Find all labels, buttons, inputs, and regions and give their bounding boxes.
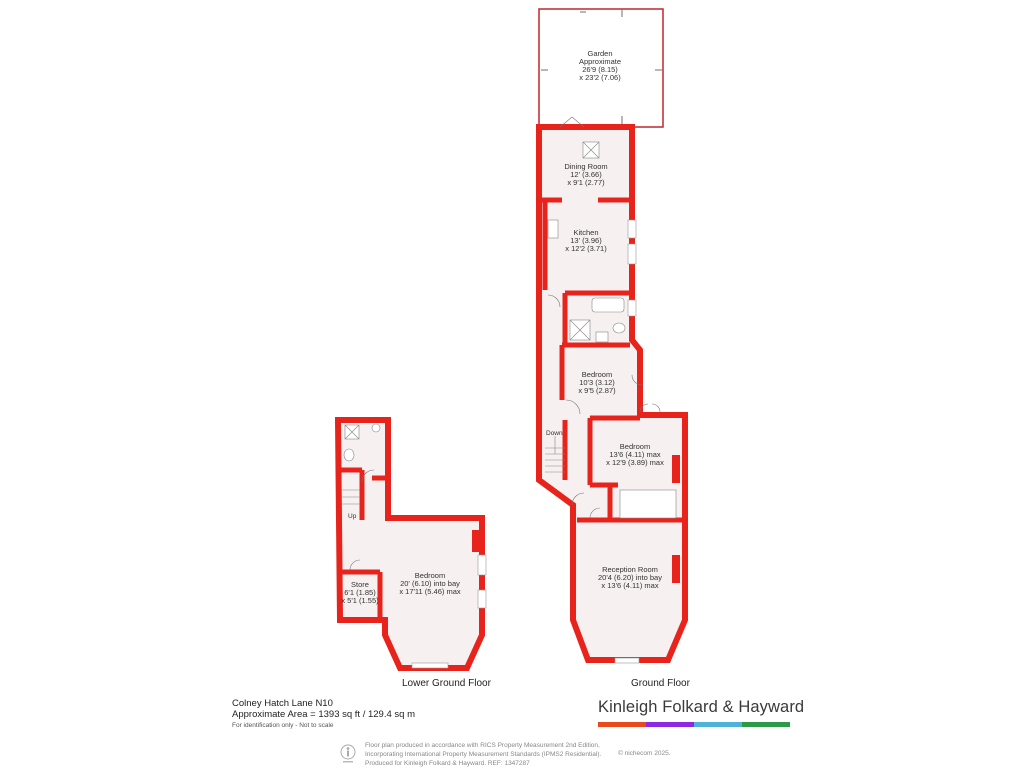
footer-line2: Incorporating International Property Measurement Standards (IPMS2 Residential). — [365, 751, 602, 758]
store-dim1: 6'1 (1.85) — [344, 588, 376, 597]
footer-text — [365, 741, 601, 768]
reception-room-name: Reception Room — [602, 565, 658, 574]
stairs-up-label: Up — [348, 513, 357, 520]
footer-copyright: © nichecom 2025. — [618, 750, 671, 757]
garden-dim2: x 23'2 (7.06) — [579, 73, 621, 82]
property-address: Colney Hatch Lane N10 — [232, 698, 333, 709]
store-label — [341, 581, 379, 605]
reception-room-dim2: x 13'6 (4.11) max — [601, 581, 659, 590]
bedroom-ground-dim2: x 12'9 (3.89) max — [606, 458, 664, 467]
bedroom-lower-dim1: 20' (6.10) into bay — [400, 579, 460, 588]
stairs-down-label: Down — [546, 430, 563, 437]
bedroom-lower-label — [390, 572, 470, 596]
dining-room-name: Dining Room — [564, 162, 608, 171]
garden-name: Garden — [587, 49, 613, 58]
footer-line3: Produced for Kinleigh Folkard & Hayward. REF: 1347287 — [365, 760, 530, 767]
kitchen-label — [550, 229, 622, 253]
bedroom-ground-label — [595, 443, 675, 467]
store-dim2: x 5'1 (1.55) — [341, 596, 379, 605]
dining-room-label — [550, 163, 622, 187]
bedroom-upper-name: Bedroom — [581, 370, 613, 379]
ground-floor-title: Ground Floor — [631, 678, 690, 689]
bedroom-upper-label — [562, 371, 632, 395]
bedroom-lower-name: Bedroom — [414, 571, 446, 580]
lower-ground-floor-plan — [338, 420, 486, 668]
bedroom-ground-dim1: 13'6 (4.11) max — [609, 450, 661, 459]
dining-room-dim2: x 9'1 (2.77) — [567, 178, 605, 187]
garden-label — [560, 50, 640, 82]
store-name: Store — [351, 580, 369, 589]
lower-floor-outer-wall — [338, 420, 482, 668]
identification-note: For identification only - Not to scale — [232, 722, 334, 729]
nichecom-logo-icon — [340, 743, 356, 765]
lower-floor-chimney-breast — [472, 530, 480, 552]
reception-room-label — [588, 566, 672, 590]
approximate-area: Approximate Area = 1393 sq ft / 129.4 sq m — [232, 709, 415, 720]
bedroom-upper-dim2: x 9'5 (2.87) — [578, 386, 616, 395]
kitchen-name: Kitchen — [573, 228, 599, 237]
brand-bar-green — [742, 722, 790, 727]
brand-name: Kinleigh Folkard & Hayward — [598, 698, 805, 716]
brand-bar-blue — [694, 722, 742, 727]
kitchen-dim2: x 12'2 (3.71) — [565, 244, 607, 253]
bedroom-upper-dim1: 10'3 (3.12) — [579, 378, 615, 387]
kitchen-dim1: 13' (3.96) — [570, 236, 602, 245]
brand-bar-orange — [598, 722, 646, 727]
dining-room-dim1: 12' (3.66) — [570, 170, 602, 179]
bedroom-lower-dim2: x 17'11 (5.46) max — [399, 587, 461, 596]
garden-dim1: 26'9 (8.15) — [582, 65, 618, 74]
garden-line2: Approximate — [578, 57, 622, 66]
footer-line1: Floor plan produced in accordance with RICS Property Measurement 2nd Edition, — [365, 742, 600, 749]
brand-bar-purple — [646, 722, 694, 727]
reception-room-dim1: 20'4 (6.20) into bay — [598, 573, 662, 582]
lower-ground-floor-title: Lower Ground Floor — [402, 678, 491, 689]
bedroom-ground-name: Bedroom — [619, 442, 651, 451]
